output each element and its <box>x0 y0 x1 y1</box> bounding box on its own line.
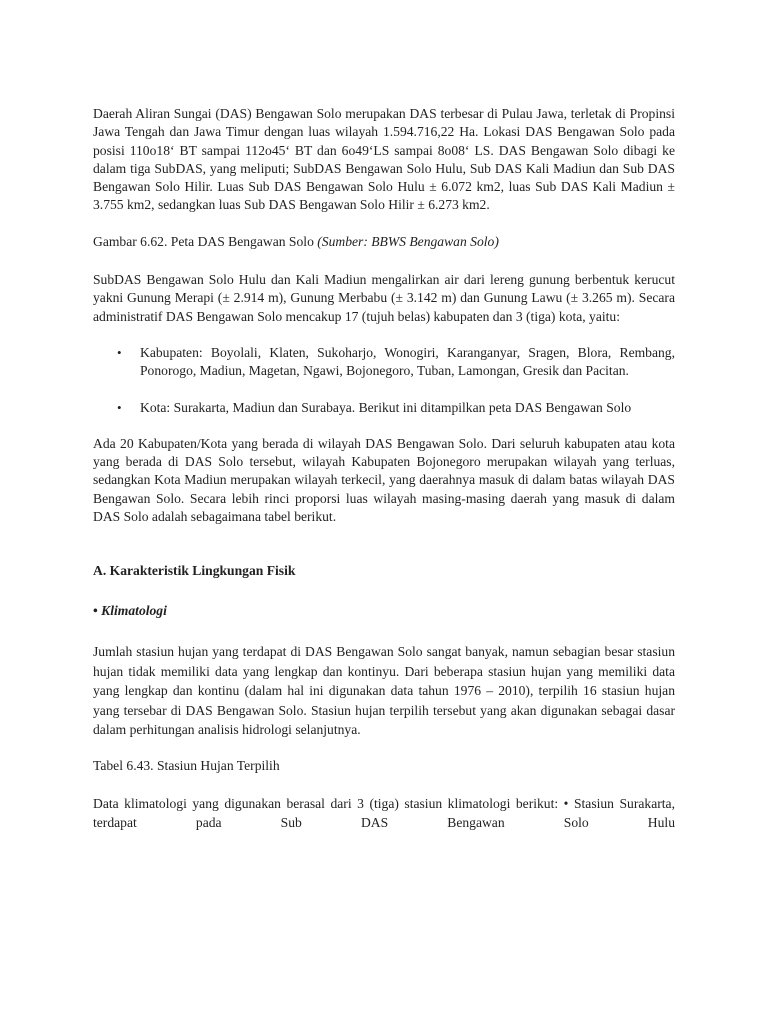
list-item-kabupaten <box>93 344 675 381</box>
bullet-icon: • <box>117 399 122 415</box>
list-item-text: Kabupaten: Boyolali, Klaten, Sukoharjo, Wonogiri, Karanganyar, Sragen, Blora, Rembang, Ponorogo, Madiun, Magetan, Ngawi, Bojonegoro, Tuban, Lamongan, Gresik dan Pacitan. <box>140 344 675 379</box>
bullet-icon: • <box>93 603 98 619</box>
bullet-icon: • <box>117 344 122 360</box>
subdas-paragraph: SubDAS Bengawan Solo Hulu dan Kali Madiun mengalirkan air dari lereng gunung berbentuk kerucut yakni Gunung Merapi (± 2.914 m), Gunung Merbabu (± 3.142 m) dan Gunung Lawu (± 3.265 m). Secara administratif DAS Bengawan Solo mencakup 17 (tujuh belas) kabupaten dan 3 (tiga) kota, yaitu: <box>93 272 675 324</box>
figure-caption <box>93 233 675 251</box>
figure-caption-source: (Sumber: BBWS Bengawan Solo) <box>317 233 499 249</box>
kabupaten-kota-paragraph: Ada 20 Kabupaten/Kota yang berada di wilayah DAS Bengawan Solo. Dari seluruh kabupaten atau kota yang berada di DAS Solo tersebut, wilayah Kabupaten Bojonegoro merupakan wilayah yang terluas, sedangkan Kota Madiun merupakan wilayah terkecil, yang daerahnya masuk di dalam batas wilayah DAS Bengawan Solo. Secara lebih rinci proporsi luas wilayah masing-masing daerah yang masuk di dalam DAS Solo adalah sebagaimana tabel berikut. <box>93 435 675 525</box>
climatology-paragraph: Data klimatologi yang digunakan berasal dari 3 (tiga) stasiun klimatologi berikut: • Stasiun Surakarta, terdapat pada Sub DAS Bengawan Solo Hulu <box>93 795 675 831</box>
subheading-klimatologi <box>93 602 675 620</box>
section-heading: A. Karakteristik Lingkungan Fisik <box>93 563 296 579</box>
intro-paragraph: Daerah Aliran Sungai (DAS) Bengawan Solo merupakan DAS terbesar di Pulau Jawa, terletak di Propinsi Jawa Tengah dan Jawa Timur dengan luas wilayah 1.594.716,22 Ha. Lokasi DAS Bengawan Solo pada posisi 110o18‘ BT sampai 112o45‘ BT dan 6o49‘LS sampai 8o08‘ LS. DAS Bengawan Solo dibagi ke dalam tiga SubDAS, yang meliputi; SubDAS Bengawan Solo Hulu, Sub DAS Kali Madiun dan Sub DAS Bengawan Solo Hilir. Luas Sub DAS Bengawan Solo Hulu ± 6.072 km2, luas Sub DAS Kali Madiun ± 3.755 km2, sedangkan luas Sub DAS Bengawan Solo Hilir ± 6.273 km2. <box>93 106 675 213</box>
rain-station-paragraph: Jumlah stasiun hujan yang terdapat di DAS Bengawan Solo sangat banyak, namun sebagian besar stasiun hujan tidak memiliki data yang lengkap dan kontinyu. Dari beberapa stasiun hujan yang memiliki data yang lengkap dan kontinu (dalam hal ini digunakan data tahun 1976 – 2010), terpilih 16 stasiun hujan yang tersebar di DAS Bengawan Solo. Stasiun hujan terpilih tersebut yang akan digunakan sebagai dasar dalam perhitungan analisis hidrologi selanjutnya. <box>93 644 675 737</box>
figure-caption-label: Gambar 6.62. Peta DAS Bengawan Solo <box>93 233 318 249</box>
list-item-text: Kota: Surakarta, Madiun dan Surabaya. Berikut ini ditampilkan peta DAS Bengawan Solo <box>140 399 632 415</box>
subheading-text: Klimatologi <box>101 603 167 619</box>
table-caption: Tabel 6.43. Stasiun Hujan Terpilih <box>93 758 280 774</box>
administrative-list <box>93 344 675 417</box>
list-item-kota <box>93 399 675 417</box>
